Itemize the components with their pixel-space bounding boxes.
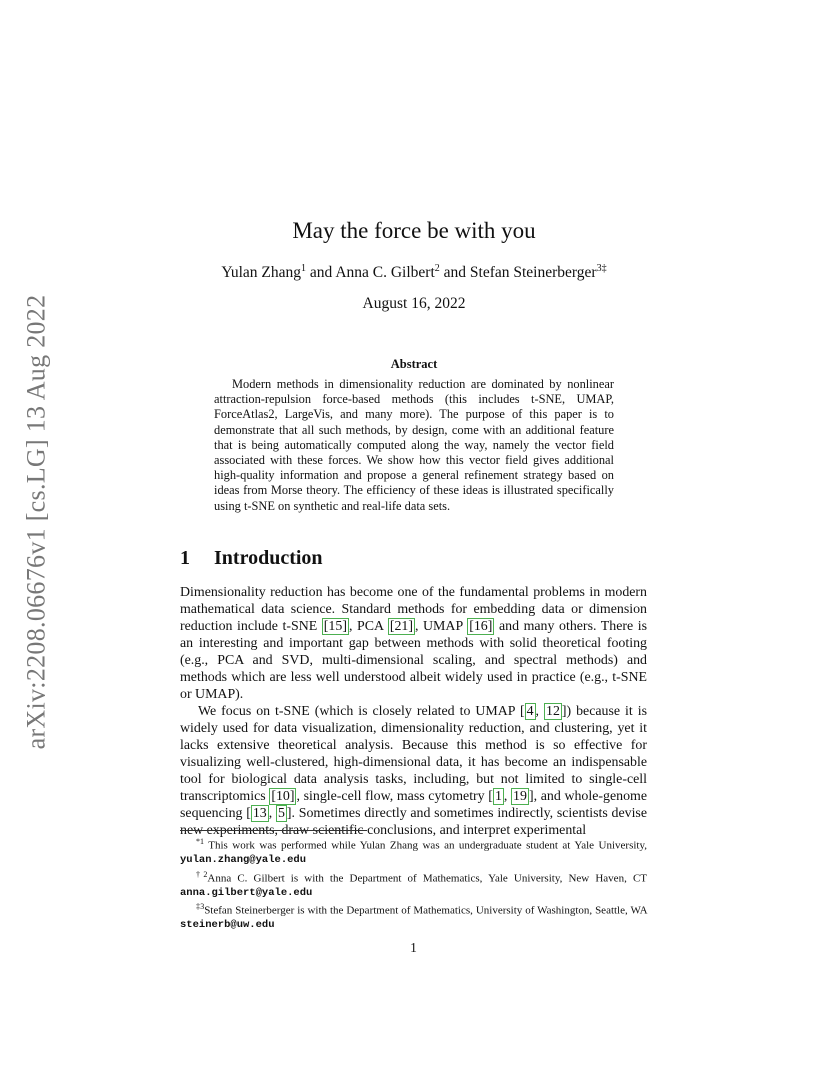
intro-paragraph-2 xyxy=(180,703,647,839)
arxiv-identifier-text: arXiv:2208.06676v1 [cs.LG] 13 Aug 2022 xyxy=(21,294,51,749)
author-separator: and xyxy=(306,264,336,282)
citation-link[interactable]: [10] xyxy=(271,789,295,804)
author-name: Stefan Steinerberger xyxy=(469,264,597,282)
footnote-text: Stefan Steinerberger is with the Department of Mathematics, University of Washington, Seattle, WA xyxy=(204,904,647,917)
footnote xyxy=(180,868,647,901)
paragraph-text: ]. Sometimes directly and sometimes indirectly, scientists devise new experiments, draw scientific conclusions, and interpret experimental xyxy=(180,806,647,838)
citation-link[interactable]: 13 xyxy=(252,806,267,821)
intro-paragraph-1 xyxy=(180,584,647,703)
author-name: Yulan Zhang xyxy=(221,264,302,282)
section-number: 1 xyxy=(180,547,190,569)
citation-link[interactable]: [21] xyxy=(389,619,413,634)
author-separator: and xyxy=(439,264,470,282)
footnote-mark: †2 xyxy=(196,869,208,879)
footnote-email: steinerb@uw.edu xyxy=(180,919,275,932)
paragraph-text: , PCA xyxy=(348,619,388,634)
paragraph-text: , xyxy=(503,789,512,804)
paper-date: August 16, 2022 xyxy=(362,295,466,312)
paragraph-text: Dimensionality reduction has become one of the fundamental problems in modern mathematical data science. Standard methods for embedding data or dimension reduction include t-SNE xyxy=(180,585,647,634)
abstract-text: Modern methods in dimensionality reduction are dominated by nonlinear attraction-repulsion force-based methods (this includes t-SNE, UMAP, ForceAtlas2, LargeVis, and many more). The purpose of this paper is to demonstrate that all such methods, by design, come with an additional feature that is being automatically computed along the way, namely the vector field associated with these forces. We show how this vector field gives additional high-quality information and propose a general refinement strategy based on ideas from Morse theory. The efficiency of these ideas is illustrated specifically using t-SNE on synthetic and real-life data sets. xyxy=(214,377,614,513)
paragraph-text: and many others. There is an interesting and important gap between methods with solid theoretical footing (e.g., PCA and SVD, multi-dimensional scaling, and spectral methods) and methods which are less well understood albeit widely used in practice (e.g., t-SNE or UMAP). xyxy=(180,619,647,702)
citation-link[interactable]: 19 xyxy=(513,789,527,804)
author-affiliation-mark: 2 xyxy=(434,263,440,274)
citation-link[interactable]: 12 xyxy=(546,704,560,719)
paragraph-text: ]) because it is widely used for data visualization, dimensionality reduction, and clustering, yet it lacks extensive theoretical analysis. Because this method is so effective for visualizing well-clustered, high-dimensional data, it has become an indispensable tool for biological data analysis tasks, including, but not limited to single-cell transcriptomics xyxy=(180,704,647,804)
arxiv-identifier-stamp xyxy=(21,284,51,759)
paragraph-text: , single-cell flow, mass cytometry [ xyxy=(296,789,493,804)
paragraph-text: , UMAP xyxy=(414,619,468,634)
footnote-mark: *1 xyxy=(196,837,204,846)
footnote-email: anna.gilbert@yale.edu xyxy=(180,886,313,899)
footnote xyxy=(180,835,647,868)
citation-link[interactable]: [15] xyxy=(323,619,347,634)
abstract-heading: Abstract xyxy=(390,357,438,371)
paper-title: May the force be with you xyxy=(292,218,536,243)
paragraph-text: ], and whole-genome sequencing [ xyxy=(180,789,647,821)
paragraph-text: , xyxy=(268,806,276,821)
footnote-text: Anna C. Gilbert is with the Department of Mathematics, Yale University, New Haven, CT xyxy=(207,872,647,885)
paragraph-text: We focus on t-SNE (which is closely related to UMAP [ xyxy=(198,704,525,719)
footnote-text: This work was performed while Yulan Zhang was an undergraduate student at Yale University, xyxy=(204,839,647,852)
footnotes xyxy=(180,835,647,933)
paragraph-text: , xyxy=(535,704,544,719)
citation-link[interactable]: 4 xyxy=(526,704,534,719)
footnote-email: yulan.zhang@yale.edu xyxy=(180,854,307,867)
footnote-divider xyxy=(180,830,367,831)
citation-link[interactable]: 5 xyxy=(277,806,285,821)
author-affiliation-mark: 1 xyxy=(301,263,307,274)
footnote xyxy=(180,900,647,933)
page-number: 1 xyxy=(410,940,417,955)
section-heading xyxy=(180,547,323,570)
citation-link[interactable]: 1 xyxy=(494,789,502,804)
author-list xyxy=(180,263,648,282)
section-title: Introduction xyxy=(214,547,323,569)
citation-link[interactable]: [16] xyxy=(469,619,493,634)
author-name: Anna C. Gilbert xyxy=(335,264,435,282)
footnote-mark: ‡3 xyxy=(196,902,205,912)
author-affiliation-mark: 3‡ xyxy=(596,263,607,274)
